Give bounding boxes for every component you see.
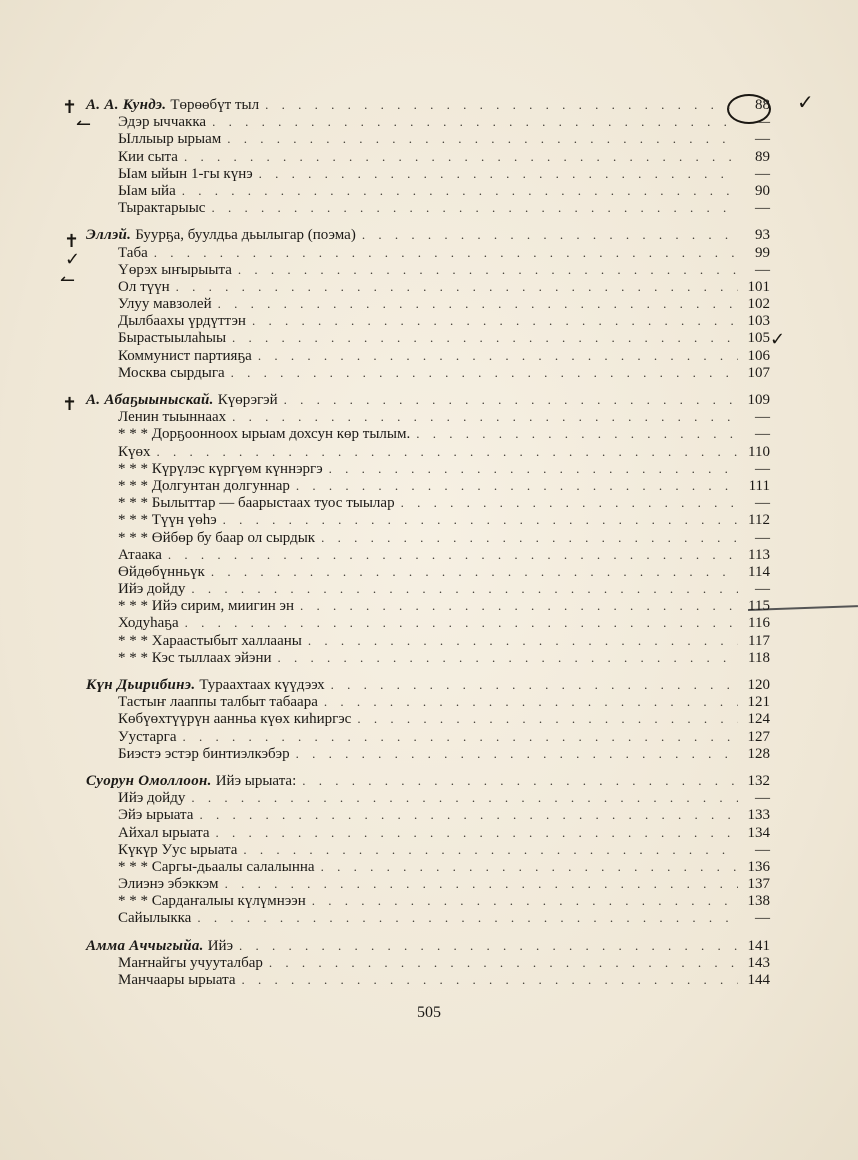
toc-section — [86, 96, 770, 216]
entry-title: Үөрэх ыҥырыыта — [118, 261, 232, 278]
dot-leader — [242, 971, 738, 988]
dot-leader — [258, 347, 738, 364]
dot-leader — [157, 443, 738, 460]
dot-leader — [308, 632, 738, 649]
dot-leader — [199, 806, 738, 823]
entry-title: Ол түүн — [118, 278, 170, 295]
page-number: — — [755, 460, 770, 477]
entry-title: Коммунист партияҕа — [118, 347, 252, 364]
author-name: Суорун Омоллоон. — [86, 772, 212, 789]
cross-mark-icon: ✝ — [64, 231, 80, 252]
author-name: Күн Дьирибинэ. — [86, 677, 196, 693]
toc-entry — [86, 529, 770, 546]
page-number: 117 — [748, 632, 770, 649]
dot-leader — [223, 511, 738, 528]
checkmark-icon: ✓ — [770, 329, 786, 350]
entry-title: Манчаары ырыата — [118, 972, 236, 988]
toc-entry — [86, 148, 770, 165]
entry-title: Биэстэ эстэр бинтиэлкэбэр — [118, 745, 290, 762]
dot-leader — [212, 113, 738, 130]
dot-leader — [191, 789, 738, 806]
toc-author-entry — [86, 772, 770, 789]
page-number: 118 — [748, 649, 770, 666]
dot-leader — [357, 710, 738, 727]
dot-leader — [218, 295, 738, 312]
toc-entry — [86, 312, 770, 329]
toc-section — [86, 937, 770, 989]
toc-section — [86, 772, 770, 927]
page-number: 90 — [755, 182, 770, 199]
toc-entry — [86, 182, 770, 199]
dot-leader — [225, 875, 738, 892]
page-number: 137 — [747, 876, 770, 893]
toc-entry — [86, 199, 770, 216]
table-of-contents — [86, 96, 770, 998]
entry-title: Буурҕа, буулдьа дьылыгар (поэма) — [135, 227, 356, 244]
entry-title: * * * Ийэ сирим, миигин эн — [118, 598, 294, 615]
entry-title: * * * Саргы-дьаалы салалынна — [118, 858, 315, 875]
entry-title: * * * Өйбөр бу баар ол сырдык — [118, 529, 316, 546]
entry-title: * * * Хараастыбыт халлааны — [118, 632, 302, 649]
dot-leader — [296, 477, 738, 494]
dot-leader — [259, 165, 738, 182]
toc-entry — [86, 693, 770, 710]
toc-entry — [86, 971, 770, 988]
toc-entry — [86, 546, 770, 563]
toc-entry — [86, 494, 770, 511]
toc-entry — [86, 165, 770, 182]
arrow-mark-icon: ↼ — [60, 270, 76, 291]
entry-title: Уустарга — [118, 728, 177, 745]
toc-entry — [86, 511, 770, 528]
page-number: 113 — [748, 546, 770, 563]
toc-section — [86, 226, 770, 381]
entry-title: Эйэ ырыата — [118, 807, 194, 824]
arrow-mark-icon: ↼ — [76, 114, 92, 135]
page-number: 110 — [748, 443, 770, 460]
author-name: Амма Аччыгыйа. — [86, 937, 204, 954]
page-number: — — [755, 495, 770, 512]
dot-leader — [416, 425, 738, 442]
entry-title: Төрөөбүт тыл — [170, 97, 260, 113]
entry-title: Ходуһаҕа — [118, 615, 179, 632]
dot-leader — [176, 278, 738, 295]
dot-leader — [232, 408, 738, 425]
dot-leader — [331, 676, 738, 693]
page-number: 101 — [747, 278, 770, 295]
page-number: — — [755, 790, 770, 807]
dot-leader — [211, 563, 738, 580]
page-number: — — [755, 529, 770, 546]
entry-title: Өйдөбүнньүк — [118, 563, 205, 580]
entry-title: * * * Күрүлэс күргүөм күннэргэ — [118, 460, 323, 477]
entry-title: * * * Кэс тыллаах эйэни — [118, 649, 272, 666]
toc-entry — [86, 892, 770, 909]
toc-entry — [86, 789, 770, 806]
toc-section — [86, 391, 770, 666]
toc-entry — [86, 909, 770, 926]
dot-leader — [329, 460, 738, 477]
page-number: 88 — [755, 97, 770, 113]
entry-title: Маҥнайгы учууталбар — [118, 954, 263, 971]
toc-entry — [86, 278, 770, 295]
toc-entry — [86, 347, 770, 364]
toc-entry — [86, 244, 770, 261]
page-number: 93 — [755, 227, 770, 244]
page-number: 107 — [747, 364, 770, 381]
dot-leader — [284, 391, 738, 408]
page-number: 141 — [747, 937, 770, 954]
entry-title: Эдэр ыччакка — [118, 114, 207, 131]
entry-title: Күөх — [118, 443, 151, 460]
dot-leader — [252, 312, 738, 329]
toc-entry — [86, 745, 770, 762]
dot-leader — [154, 244, 738, 261]
entry-title: * * * Түүн үөһэ — [118, 512, 217, 529]
page-number: 128 — [747, 745, 770, 762]
cross-mark-icon: ✝ — [62, 97, 78, 118]
page-number: 120 — [747, 677, 770, 693]
page-number: — — [755, 426, 770, 443]
toc-entry — [86, 408, 770, 425]
entry-title: Ийэ ырыата: — [215, 772, 297, 789]
page-number: 133 — [747, 807, 770, 824]
page-number: 143 — [747, 954, 770, 971]
page-number: — — [755, 165, 770, 182]
dot-leader — [232, 329, 738, 346]
toc-entry — [86, 710, 770, 727]
toc-entry — [86, 728, 770, 745]
author-name: А. А. Кундэ. — [86, 97, 167, 113]
page-number: 114 — [748, 563, 770, 580]
dot-leader — [296, 745, 738, 762]
toc-entry — [86, 858, 770, 875]
page-number: 106 — [747, 347, 770, 364]
entry-title: Тырактарыыс — [118, 200, 206, 217]
author-name: Эллэй. — [86, 227, 132, 244]
page-number: 134 — [747, 824, 770, 841]
dot-leader — [362, 226, 738, 243]
entry-title: Ийэ дойду — [118, 581, 186, 598]
dot-leader — [239, 937, 738, 954]
toc-author-entry — [86, 937, 770, 954]
dot-leader — [265, 96, 738, 113]
entry-title: Элиэнэ эбэккэм — [118, 876, 219, 893]
entry-title: * * * Былыттар — баарыстаах туос тыылар — [118, 495, 395, 512]
page-number: — — [755, 581, 770, 598]
page-number: 111 — [748, 477, 770, 494]
toc-author-entry — [86, 391, 770, 408]
dot-leader — [185, 614, 738, 631]
dot-leader — [197, 909, 738, 926]
page-number: 138 — [747, 893, 770, 910]
page-number: — — [755, 261, 770, 278]
entry-title: Тураахтаах күүдээх — [199, 677, 325, 693]
page-number: 124 — [747, 711, 770, 728]
entry-title: Көбүөхтүүрүн аанньа күөх киһиргэс — [118, 711, 352, 728]
dot-leader — [227, 130, 738, 147]
page-number: — — [755, 841, 770, 858]
author-name: А. Абаҕыыныскай. — [86, 392, 214, 408]
toc-entry — [86, 632, 770, 649]
entry-title: Ленин тыыннаах — [118, 409, 227, 426]
page-number: 121 — [747, 694, 770, 711]
dot-leader — [243, 841, 738, 858]
toc-entry — [86, 261, 770, 278]
page-number: 105 — [747, 330, 770, 347]
page-number: — — [755, 131, 770, 148]
entry-title: Атаака — [118, 546, 162, 563]
page-number: — — [755, 409, 770, 426]
page-number: 127 — [747, 728, 770, 745]
dot-leader — [216, 824, 738, 841]
toc-author-entry — [86, 96, 770, 113]
page-number: — — [755, 114, 770, 131]
toc-entry — [86, 113, 770, 130]
toc-entry — [86, 460, 770, 477]
dot-leader — [312, 892, 738, 909]
dot-leader — [191, 580, 738, 597]
entry-title: Тастыҥ лааппы талбыт табаара — [118, 694, 318, 711]
toc-entry — [86, 580, 770, 597]
dot-leader — [401, 494, 738, 511]
toc-entry — [86, 130, 770, 147]
toc-author-entry — [86, 226, 770, 243]
dot-leader — [300, 597, 738, 614]
entry-title: Таба — [118, 244, 148, 261]
entry-title: Кии сыта — [118, 148, 178, 165]
entry-title: Ийэ дойду — [118, 790, 186, 807]
entry-title: Айхал ырыата — [118, 824, 210, 841]
page-number: 115 — [748, 598, 770, 615]
toc-entry — [86, 425, 770, 442]
dot-leader — [302, 772, 738, 789]
toc-entry — [86, 614, 770, 631]
page-number: 112 — [748, 512, 770, 529]
dot-leader — [182, 728, 738, 745]
entry-title: Күөрэгэй — [217, 392, 278, 408]
entry-title: * * * Долгунтан долгуннар — [118, 477, 290, 494]
entry-title: Ыам ыйын 1-гы күнэ — [118, 165, 253, 182]
page-number: 99 — [755, 244, 770, 261]
dot-leader — [168, 546, 738, 563]
toc-entry — [86, 841, 770, 858]
entry-title: Дылбаахы үрдүттэн — [118, 313, 246, 330]
dot-leader — [238, 261, 738, 278]
dot-leader — [184, 148, 738, 165]
checkmark-icon: ✓ — [65, 249, 81, 270]
entry-title: Ыам ыйа — [118, 182, 176, 199]
page-number: 116 — [748, 615, 770, 632]
entry-title: Күкүр Уус ырыата — [118, 841, 238, 858]
toc-entry — [86, 954, 770, 971]
page-number: 102 — [747, 296, 770, 313]
entry-title: Бырастыылаһыы — [118, 330, 227, 347]
page-number: 132 — [747, 772, 770, 789]
entry-title: * * * Сардаҥалыы күлүмнээн — [118, 893, 306, 910]
entry-title: * * * Дорҕоонноох ырыам дохсун көр тылым. — [118, 426, 411, 443]
page-number: 136 — [747, 858, 770, 875]
dot-leader — [231, 364, 738, 381]
toc-section — [86, 676, 770, 762]
checkmark-icon: ✓ — [797, 90, 814, 114]
cross-mark-icon: ✝ — [62, 394, 78, 415]
toc-entry — [86, 364, 770, 381]
toc-entry — [86, 649, 770, 666]
entry-title: Москва сырдыга — [118, 364, 225, 381]
entry-title: Ыллыыр ырыам — [118, 131, 222, 148]
toc-author-entry — [86, 676, 770, 693]
dot-leader — [269, 954, 738, 971]
page-number: 103 — [747, 313, 770, 330]
entry-title: Ийэ — [207, 937, 234, 954]
toc-entry — [86, 295, 770, 312]
entry-title: Улуу мавзолей — [118, 296, 212, 313]
page-number: — — [755, 910, 770, 927]
dot-leader — [278, 649, 738, 666]
page-number: 89 — [755, 148, 770, 165]
toc-entry — [86, 875, 770, 892]
toc-entry — [86, 806, 770, 823]
toc-entry — [86, 477, 770, 494]
dot-leader — [182, 182, 738, 199]
toc-entry — [86, 597, 770, 614]
page-number: — — [755, 200, 770, 217]
dot-leader — [211, 199, 738, 216]
toc-entry — [86, 563, 770, 580]
page-number: 144 — [747, 972, 770, 988]
page-folio-number: 505 — [417, 1004, 441, 1021]
entry-title: Сайылыкка — [118, 910, 192, 927]
toc-entry — [86, 824, 770, 841]
dot-leader — [324, 693, 738, 710]
page-number: 109 — [747, 392, 770, 408]
dot-leader — [321, 858, 738, 875]
toc-entry — [86, 329, 770, 346]
dot-leader — [321, 529, 738, 546]
toc-entry — [86, 443, 770, 460]
